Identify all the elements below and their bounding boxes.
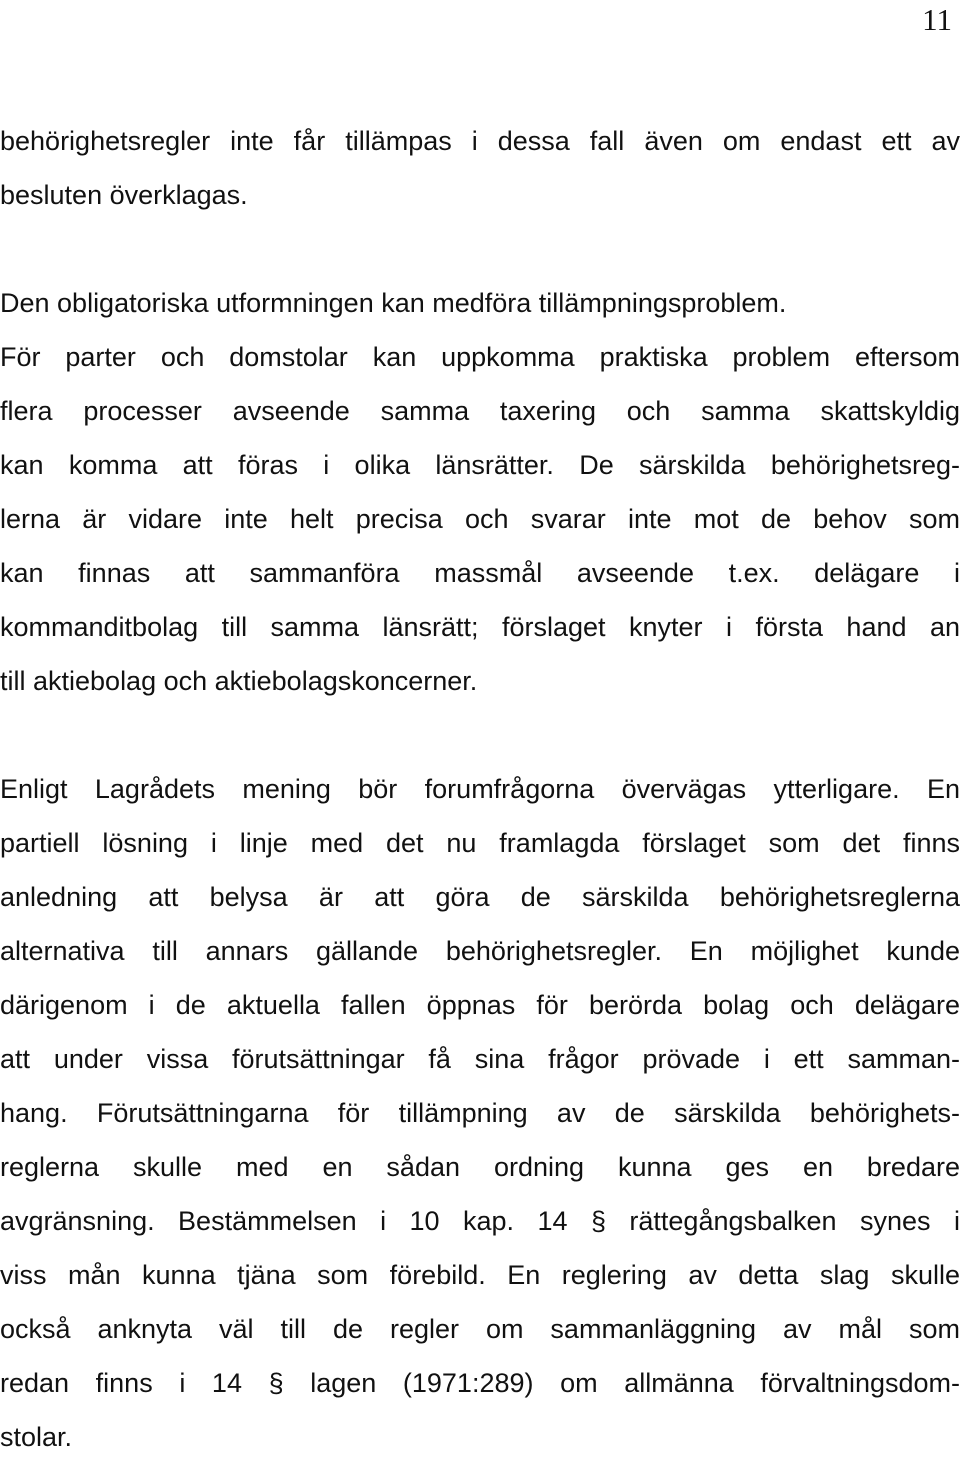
text-line: hang. Förutsättningarna för tillämpning av de särskilda behörighets-	[0, 1098, 960, 1128]
text-line: För parter och domstolar kan uppkomma praktiska problem eftersom	[0, 342, 960, 372]
text-line: kan komma att föras i olika länsrätter. De särskilda behörighetsreg-	[0, 450, 960, 480]
paragraph-2	[0, 276, 960, 708]
text-line: Enligt Lagrådets mening bör forumfrågorna övervägas ytterligare. En	[0, 774, 960, 804]
text-line: att under vissa förutsättningar få sina frågor prövade i ett samman-	[0, 1044, 960, 1074]
text-line: avgränsning. Bestämmelsen i 10 kap. 14 § rättegångsbalken synes i	[0, 1206, 960, 1236]
text-line: stolar.	[0, 1422, 73, 1452]
text-line: också anknyta väl till de regler om sammanläggning av mål som	[0, 1314, 960, 1344]
text-line: kommanditbolag till samma länsrätt; förslaget knyter i första hand an	[0, 612, 960, 642]
text-line: besluten överklagas.	[0, 180, 248, 210]
text-line: redan finns i 14 § lagen (1971:289) om allmänna förvaltningsdom-	[0, 1368, 960, 1398]
text-line: flera processer avseende samma taxering och samma skattskyldig	[0, 396, 960, 426]
text-line: Den obligatoriska utformningen kan medföra tillämpningsproblem.	[0, 288, 787, 318]
text-line: behörighetsregler inte får tillämpas i dessa fall även om endast ett av	[0, 126, 960, 156]
text-line: alternativa till annars gällande behörighetsregler. En möjlighet kunde	[0, 936, 960, 966]
paragraph-1	[0, 114, 960, 222]
text-line: därigenom i de aktuella fallen öppnas för berörda bolag och delägare	[0, 990, 960, 1020]
page-number: 11	[922, 2, 952, 37]
text-line: lerna är vidare inte helt precisa och svarar inte mot de behov som	[0, 504, 960, 534]
text-line: reglerna skulle med en sådan ordning kunna ges en bredare	[0, 1152, 960, 1182]
text-line: viss mån kunna tjäna som förebild. En reglering av detta slag skulle	[0, 1260, 960, 1290]
text-line: partiell lösning i linje med det nu framlagda förslaget som det finns	[0, 828, 960, 858]
text-line: anledning att belysa är att göra de särskilda behörighetsreglerna	[0, 882, 960, 912]
text-line: till aktiebolag och aktiebolagskoncerner.	[0, 666, 478, 696]
text-line: kan finnas att sammanföra massmål avseende t.ex. delägare i	[0, 558, 960, 588]
paragraph-3	[0, 762, 960, 1464]
